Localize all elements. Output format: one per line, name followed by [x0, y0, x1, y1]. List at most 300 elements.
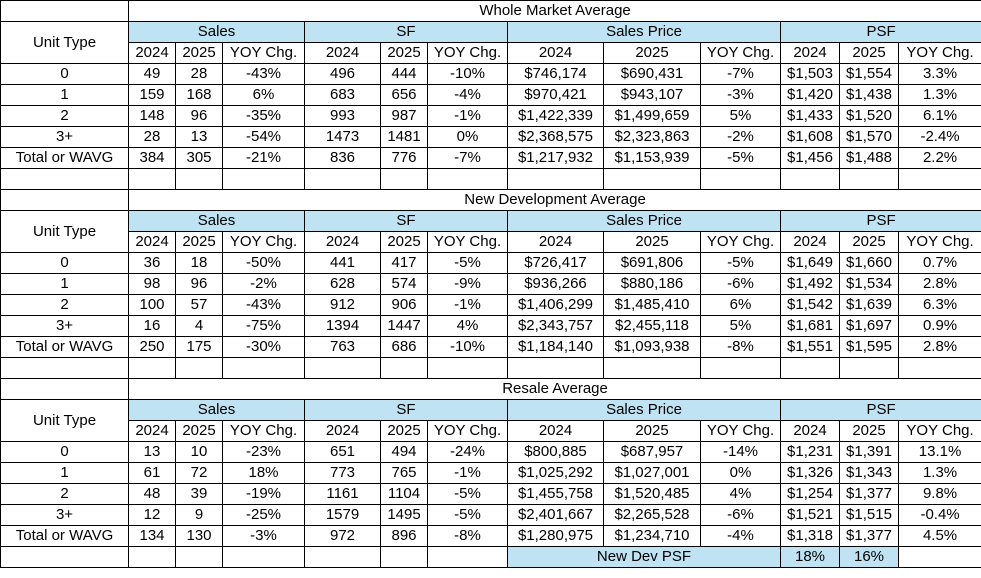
unit-type-cell[interactable]: 0	[1, 253, 129, 274]
data-cell[interactable]: 5%	[701, 106, 781, 127]
sub-header-row	[1, 232, 981, 253]
data-cell[interactable]: 9	[176, 505, 223, 526]
data-cell[interactable]: 5%	[701, 316, 781, 337]
data-cell[interactable]: 2.8%	[899, 274, 981, 295]
data-cell[interactable]: -0.4%	[899, 505, 981, 526]
data-cell[interactable]: $1,521	[781, 505, 840, 526]
data-cell[interactable]: 628	[305, 274, 381, 295]
data-cell[interactable]: $1,420	[781, 85, 840, 106]
data-cell[interactable]: 763	[305, 337, 381, 358]
year-header-2024[interactable]: 2024	[781, 232, 840, 253]
blank-cell[interactable]	[508, 358, 604, 379]
data-cell[interactable]: $1,649	[781, 253, 840, 274]
year-header-2024[interactable]: 2024	[508, 43, 604, 64]
data-cell[interactable]: -6%	[701, 274, 781, 295]
sub-header-row	[1, 421, 981, 442]
data-cell[interactable]: -19%	[223, 484, 305, 505]
data-cell[interactable]: $691,806	[604, 253, 701, 274]
blank-cell[interactable]	[305, 169, 381, 190]
data-cell[interactable]: 1473	[305, 127, 381, 148]
data-cell[interactable]: 1394	[305, 316, 381, 337]
data-cell[interactable]: -8%	[701, 337, 781, 358]
data-cell[interactable]: 906	[381, 295, 428, 316]
data-cell[interactable]: -3%	[701, 85, 781, 106]
yoy-header[interactable]: YOY Chg.	[701, 232, 781, 253]
year-header-2025[interactable]: 2025	[840, 43, 899, 64]
data-cell[interactable]: 0%	[701, 463, 781, 484]
new-dev-psf-2025[interactable]: 16%	[840, 547, 899, 568]
data-cell[interactable]: $1,534	[840, 274, 899, 295]
data-cell[interactable]: 896	[381, 526, 428, 547]
blank-cell[interactable]	[223, 547, 305, 568]
data-cell[interactable]: -2.4%	[899, 127, 981, 148]
data-cell[interactable]: 98	[129, 274, 176, 295]
unit-type-header[interactable]: Unit Type	[1, 211, 129, 253]
data-cell[interactable]: -5%	[701, 253, 781, 274]
sub-header-row	[1, 43, 981, 64]
year-header-2024[interactable]: 2024	[781, 421, 840, 442]
blank-cell[interactable]	[781, 169, 840, 190]
data-cell[interactable]: $690,431	[604, 64, 701, 85]
data-cell[interactable]: 100	[129, 295, 176, 316]
yoy-header[interactable]: YOY Chg.	[899, 421, 981, 442]
blank-cell[interactable]	[1, 547, 129, 568]
data-cell[interactable]: 1161	[305, 484, 381, 505]
yoy-header[interactable]: YOY Chg.	[223, 421, 305, 442]
year-header-2024[interactable]: 2024	[508, 232, 604, 253]
blank-cell[interactable]	[428, 358, 508, 379]
data-cell[interactable]: $1,093,938	[604, 337, 701, 358]
data-cell[interactable]: $1,492	[781, 274, 840, 295]
year-header-2024[interactable]: 2024	[305, 421, 381, 442]
data-cell[interactable]: 130	[176, 526, 223, 547]
data-cell[interactable]: $1,438	[840, 85, 899, 106]
blank-cell[interactable]	[223, 358, 305, 379]
data-cell[interactable]: $1,520,485	[604, 484, 701, 505]
data-cell[interactable]: 148	[129, 106, 176, 127]
data-cell[interactable]: 1104	[381, 484, 428, 505]
unit-type-cell[interactable]: 3+	[1, 316, 129, 337]
data-cell[interactable]: 0.9%	[899, 316, 981, 337]
blank-cell[interactable]	[899, 358, 981, 379]
blank-cell[interactable]	[428, 169, 508, 190]
group-header-0[interactable]: Sales	[129, 400, 305, 421]
yoy-header[interactable]: YOY Chg.	[899, 232, 981, 253]
group-header-0[interactable]: Sales	[129, 22, 305, 43]
data-cell[interactable]: -54%	[223, 127, 305, 148]
data-cell[interactable]: 6%	[223, 85, 305, 106]
unit-type-cell[interactable]: 2	[1, 295, 129, 316]
unit-type-header[interactable]: Unit Type	[1, 400, 129, 442]
year-header-2025[interactable]: 2025	[381, 232, 428, 253]
data-cell[interactable]: 651	[305, 442, 381, 463]
data-cell[interactable]: $2,323,863	[604, 127, 701, 148]
data-cell[interactable]: 444	[381, 64, 428, 85]
group-header-3[interactable]: PSF	[781, 22, 981, 43]
data-cell[interactable]: 159	[129, 85, 176, 106]
data-cell[interactable]: $1,343	[840, 463, 899, 484]
table-row	[1, 484, 981, 505]
data-cell[interactable]: 48	[129, 484, 176, 505]
data-cell[interactable]: -43%	[223, 64, 305, 85]
blank-cell[interactable]	[840, 358, 899, 379]
unit-type-cell[interactable]: Total or WAVG	[1, 526, 129, 547]
unit-type-header[interactable]: Unit Type	[1, 22, 129, 64]
group-header-1[interactable]: SF	[305, 400, 508, 421]
blank-cell[interactable]	[428, 547, 508, 568]
data-cell[interactable]: $1,234,710	[604, 526, 701, 547]
unit-type-cell[interactable]: Total or WAVG	[1, 337, 129, 358]
data-cell[interactable]: $1,254	[781, 484, 840, 505]
data-cell[interactable]: $1,025,292	[508, 463, 604, 484]
data-cell[interactable]: 3.3%	[899, 64, 981, 85]
section-title-row	[1, 379, 981, 400]
unit-type-cell[interactable]: 0	[1, 64, 129, 85]
data-cell[interactable]: $800,885	[508, 442, 604, 463]
data-cell[interactable]: $880,186	[604, 274, 701, 295]
unit-type-cell[interactable]: Total or WAVG	[1, 148, 129, 169]
year-header-2024[interactable]: 2024	[305, 232, 381, 253]
year-header-2024[interactable]: 2024	[508, 421, 604, 442]
yoy-header[interactable]: YOY Chg.	[899, 43, 981, 64]
data-cell[interactable]: $1,326	[781, 463, 840, 484]
data-cell[interactable]: $1,503	[781, 64, 840, 85]
year-header-2024[interactable]: 2024	[781, 43, 840, 64]
data-cell[interactable]: -4%	[428, 85, 508, 106]
data-cell[interactable]: 305	[176, 148, 223, 169]
data-cell[interactable]: 2.8%	[899, 337, 981, 358]
data-cell[interactable]: -1%	[428, 295, 508, 316]
data-cell[interactable]: $1,280,975	[508, 526, 604, 547]
blank-cell[interactable]	[305, 358, 381, 379]
data-cell[interactable]: $1,153,939	[604, 148, 701, 169]
data-cell[interactable]: -23%	[223, 442, 305, 463]
data-cell[interactable]: 0.7%	[899, 253, 981, 274]
year-header-2025[interactable]: 2025	[604, 43, 701, 64]
data-cell[interactable]: $1,391	[840, 442, 899, 463]
yoy-header[interactable]: YOY Chg.	[701, 43, 781, 64]
data-cell[interactable]: -2%	[223, 274, 305, 295]
data-cell[interactable]: $2,368,575	[508, 127, 604, 148]
data-cell[interactable]: 9.8%	[899, 484, 981, 505]
data-cell[interactable]: -1%	[428, 106, 508, 127]
data-cell[interactable]: $1,639	[840, 295, 899, 316]
data-cell[interactable]: $1,488	[840, 148, 899, 169]
data-cell[interactable]: 175	[176, 337, 223, 358]
data-cell[interactable]: $1,485,410	[604, 295, 701, 316]
unit-type-cell[interactable]: 1	[1, 85, 129, 106]
yoy-header[interactable]: YOY Chg.	[701, 421, 781, 442]
data-cell[interactable]: $1,542	[781, 295, 840, 316]
data-cell[interactable]: 36	[129, 253, 176, 274]
data-cell[interactable]: 776	[381, 148, 428, 169]
data-cell[interactable]: 13	[176, 127, 223, 148]
year-header-2025[interactable]: 2025	[381, 43, 428, 64]
blank-cell[interactable]	[305, 547, 381, 568]
data-cell[interactable]: -4%	[701, 526, 781, 547]
blank-cell[interactable]	[701, 358, 781, 379]
yoy-header[interactable]: YOY Chg.	[428, 43, 508, 64]
data-cell[interactable]: 836	[305, 148, 381, 169]
year-header-2025[interactable]: 2025	[604, 421, 701, 442]
data-cell[interactable]: -6%	[701, 505, 781, 526]
data-cell[interactable]: 1481	[381, 127, 428, 148]
data-cell[interactable]: 686	[381, 337, 428, 358]
data-cell[interactable]: -25%	[223, 505, 305, 526]
year-header-2024[interactable]: 2024	[129, 43, 176, 64]
data-cell[interactable]: $2,265,528	[604, 505, 701, 526]
data-cell[interactable]: 1579	[305, 505, 381, 526]
year-header-2025[interactable]: 2025	[176, 232, 223, 253]
unit-type-cell[interactable]: 0	[1, 442, 129, 463]
group-header-0[interactable]: Sales	[129, 211, 305, 232]
data-cell[interactable]: 494	[381, 442, 428, 463]
data-cell[interactable]: -1%	[428, 463, 508, 484]
group-header-2[interactable]: Sales Price	[508, 400, 781, 421]
group-header-3[interactable]: PSF	[781, 211, 981, 232]
data-cell[interactable]: 250	[129, 337, 176, 358]
data-cell[interactable]: 0%	[428, 127, 508, 148]
data-cell[interactable]: 496	[305, 64, 381, 85]
data-cell[interactable]: $1,433	[781, 106, 840, 127]
data-cell[interactable]: 1495	[381, 505, 428, 526]
data-cell[interactable]: 912	[305, 295, 381, 316]
data-cell[interactable]: $943,107	[604, 85, 701, 106]
blank-cell[interactable]	[129, 547, 176, 568]
year-header-2025[interactable]: 2025	[381, 421, 428, 442]
data-cell[interactable]: 16	[129, 316, 176, 337]
data-cell[interactable]: 4%	[701, 484, 781, 505]
yoy-header[interactable]: YOY Chg.	[428, 232, 508, 253]
data-cell[interactable]: 13	[129, 442, 176, 463]
data-cell[interactable]: 6%	[701, 295, 781, 316]
data-cell[interactable]: 168	[176, 85, 223, 106]
data-cell[interactable]: $726,417	[508, 253, 604, 274]
blank-cell[interactable]	[223, 169, 305, 190]
year-header-2025[interactable]: 2025	[604, 232, 701, 253]
data-cell[interactable]: -35%	[223, 106, 305, 127]
blank-cell[interactable]	[701, 169, 781, 190]
section-title[interactable]: Resale Average	[129, 379, 981, 400]
year-header-2024[interactable]: 2024	[129, 232, 176, 253]
data-cell[interactable]: 4	[176, 316, 223, 337]
blank-cell[interactable]	[381, 358, 428, 379]
data-cell[interactable]: 656	[381, 85, 428, 106]
data-cell[interactable]: -8%	[428, 526, 508, 547]
year-header-2025[interactable]: 2025	[840, 232, 899, 253]
data-cell[interactable]: $1,551	[781, 337, 840, 358]
yoy-header[interactable]: YOY Chg.	[428, 421, 508, 442]
blank-cell[interactable]	[899, 547, 981, 568]
data-cell[interactable]: 13.1%	[899, 442, 981, 463]
unit-type-cell[interactable]: 1	[1, 463, 129, 484]
data-cell[interactable]: 765	[381, 463, 428, 484]
data-cell[interactable]: $2,401,667	[508, 505, 604, 526]
data-cell[interactable]: 10	[176, 442, 223, 463]
data-cell[interactable]: $1,681	[781, 316, 840, 337]
data-cell[interactable]: 6.3%	[899, 295, 981, 316]
data-cell[interactable]: -43%	[223, 295, 305, 316]
data-cell[interactable]: 28	[129, 127, 176, 148]
data-cell[interactable]: $1,570	[840, 127, 899, 148]
blank-cell[interactable]	[604, 169, 701, 190]
data-cell[interactable]: 61	[129, 463, 176, 484]
blank-cell[interactable]	[381, 169, 428, 190]
data-cell[interactable]: -3%	[223, 526, 305, 547]
data-cell[interactable]: 1447	[381, 316, 428, 337]
blank-cell[interactable]	[1, 169, 129, 190]
yoy-header[interactable]: YOY Chg.	[223, 232, 305, 253]
data-cell[interactable]: $1,515	[840, 505, 899, 526]
data-cell[interactable]: -50%	[223, 253, 305, 274]
data-cell[interactable]: $1,456	[781, 148, 840, 169]
data-cell[interactable]: 1.3%	[899, 85, 981, 106]
data-cell[interactable]: $687,957	[604, 442, 701, 463]
group-header-1[interactable]: SF	[305, 211, 508, 232]
blank-cell[interactable]	[899, 169, 981, 190]
group-header-2[interactable]: Sales Price	[508, 22, 781, 43]
data-cell[interactable]: 18%	[223, 463, 305, 484]
new-dev-psf-2024[interactable]: 18%	[781, 547, 840, 568]
data-cell[interactable]: 18	[176, 253, 223, 274]
data-cell[interactable]: $936,266	[508, 274, 604, 295]
data-cell[interactable]: 384	[129, 148, 176, 169]
data-cell[interactable]: -7%	[428, 148, 508, 169]
data-cell[interactable]: $1,422,339	[508, 106, 604, 127]
data-cell[interactable]: $1,608	[781, 127, 840, 148]
table-row	[1, 526, 981, 547]
blank-cell[interactable]	[176, 547, 223, 568]
blank-cell[interactable]	[1, 379, 129, 400]
data-cell[interactable]: 972	[305, 526, 381, 547]
new-dev-psf-label[interactable]: New Dev PSF	[508, 547, 781, 568]
data-cell[interactable]: 683	[305, 85, 381, 106]
section-title[interactable]: New Development Average	[129, 190, 981, 211]
data-cell[interactable]: $1,184,140	[508, 337, 604, 358]
yoy-header[interactable]: YOY Chg.	[223, 43, 305, 64]
year-header-2025[interactable]: 2025	[176, 43, 223, 64]
gap-row	[1, 358, 981, 379]
data-cell[interactable]: 773	[305, 463, 381, 484]
data-cell[interactable]: $2,455,118	[604, 316, 701, 337]
blank-cell[interactable]	[604, 358, 701, 379]
data-cell[interactable]: $1,595	[840, 337, 899, 358]
blank-cell[interactable]	[1, 190, 129, 211]
year-header-2025[interactable]: 2025	[176, 421, 223, 442]
data-cell[interactable]: 72	[176, 463, 223, 484]
data-cell[interactable]: $1,499,659	[604, 106, 701, 127]
year-header-2024[interactable]: 2024	[129, 421, 176, 442]
group-header-2[interactable]: Sales Price	[508, 211, 781, 232]
unit-type-cell[interactable]: 2	[1, 106, 129, 127]
blank-cell[interactable]	[508, 169, 604, 190]
data-cell[interactable]: $1,660	[840, 253, 899, 274]
data-cell[interactable]: 4%	[428, 316, 508, 337]
data-cell[interactable]: $746,174	[508, 64, 604, 85]
data-cell[interactable]: 1.3%	[899, 463, 981, 484]
unit-type-cell[interactable]: 2	[1, 484, 129, 505]
data-cell[interactable]: -24%	[428, 442, 508, 463]
data-cell[interactable]: 993	[305, 106, 381, 127]
table-row	[1, 148, 981, 169]
data-cell[interactable]: $1,027,001	[604, 463, 701, 484]
data-cell[interactable]: -5%	[428, 484, 508, 505]
table-row	[1, 85, 981, 106]
unit-type-cell[interactable]: 3+	[1, 505, 129, 526]
data-cell[interactable]: -21%	[223, 148, 305, 169]
data-cell[interactable]: 57	[176, 295, 223, 316]
data-cell[interactable]: 12	[129, 505, 176, 526]
blank-cell[interactable]	[1, 1, 129, 22]
blank-cell[interactable]	[176, 358, 223, 379]
data-cell[interactable]: 96	[176, 274, 223, 295]
year-header-2024[interactable]: 2024	[305, 43, 381, 64]
blank-cell[interactable]	[381, 547, 428, 568]
data-cell[interactable]: -5%	[701, 148, 781, 169]
year-header-2025[interactable]: 2025	[840, 421, 899, 442]
blank-cell[interactable]	[129, 169, 176, 190]
blank-cell[interactable]	[781, 358, 840, 379]
section-title[interactable]: Whole Market Average	[129, 1, 981, 22]
data-cell[interactable]: 417	[381, 253, 428, 274]
data-cell[interactable]: 4.5%	[899, 526, 981, 547]
blank-cell[interactable]	[1, 358, 129, 379]
data-cell[interactable]: 134	[129, 526, 176, 547]
data-cell[interactable]: $1,697	[840, 316, 899, 337]
data-cell[interactable]: $1,217,932	[508, 148, 604, 169]
data-cell[interactable]: 39	[176, 484, 223, 505]
blank-cell[interactable]	[176, 169, 223, 190]
data-cell[interactable]: -30%	[223, 337, 305, 358]
data-cell[interactable]: $1,406,299	[508, 295, 604, 316]
data-cell[interactable]: 6.1%	[899, 106, 981, 127]
group-header-row	[1, 211, 981, 232]
table-row	[1, 106, 981, 127]
data-cell[interactable]: 2.2%	[899, 148, 981, 169]
data-cell[interactable]: 987	[381, 106, 428, 127]
data-cell[interactable]: $1,455,758	[508, 484, 604, 505]
data-cell[interactable]: -75%	[223, 316, 305, 337]
data-cell[interactable]: $1,318	[781, 526, 840, 547]
unit-type-cell[interactable]: 3+	[1, 127, 129, 148]
data-cell[interactable]: -10%	[428, 337, 508, 358]
data-cell[interactable]: $2,343,757	[508, 316, 604, 337]
data-cell[interactable]: -9%	[428, 274, 508, 295]
data-cell[interactable]: $1,231	[781, 442, 840, 463]
data-cell[interactable]: $1,554	[840, 64, 899, 85]
data-cell[interactable]: $970,421	[508, 85, 604, 106]
data-cell[interactable]: -5%	[428, 505, 508, 526]
data-cell[interactable]: $1,377	[840, 526, 899, 547]
data-cell[interactable]: 49	[129, 64, 176, 85]
data-cell[interactable]: 574	[381, 274, 428, 295]
data-cell[interactable]: 441	[305, 253, 381, 274]
blank-cell[interactable]	[129, 358, 176, 379]
blank-cell[interactable]	[840, 169, 899, 190]
data-cell[interactable]: 96	[176, 106, 223, 127]
unit-type-cell[interactable]: 1	[1, 274, 129, 295]
data-cell[interactable]: -2%	[701, 127, 781, 148]
data-cell[interactable]: -14%	[701, 442, 781, 463]
data-cell[interactable]: -7%	[701, 64, 781, 85]
data-cell[interactable]: -5%	[428, 253, 508, 274]
data-cell[interactable]: $1,377	[840, 484, 899, 505]
group-header-3[interactable]: PSF	[781, 400, 981, 421]
group-header-1[interactable]: SF	[305, 22, 508, 43]
data-cell[interactable]: -10%	[428, 64, 508, 85]
data-cell[interactable]: 28	[176, 64, 223, 85]
data-cell[interactable]: $1,520	[840, 106, 899, 127]
